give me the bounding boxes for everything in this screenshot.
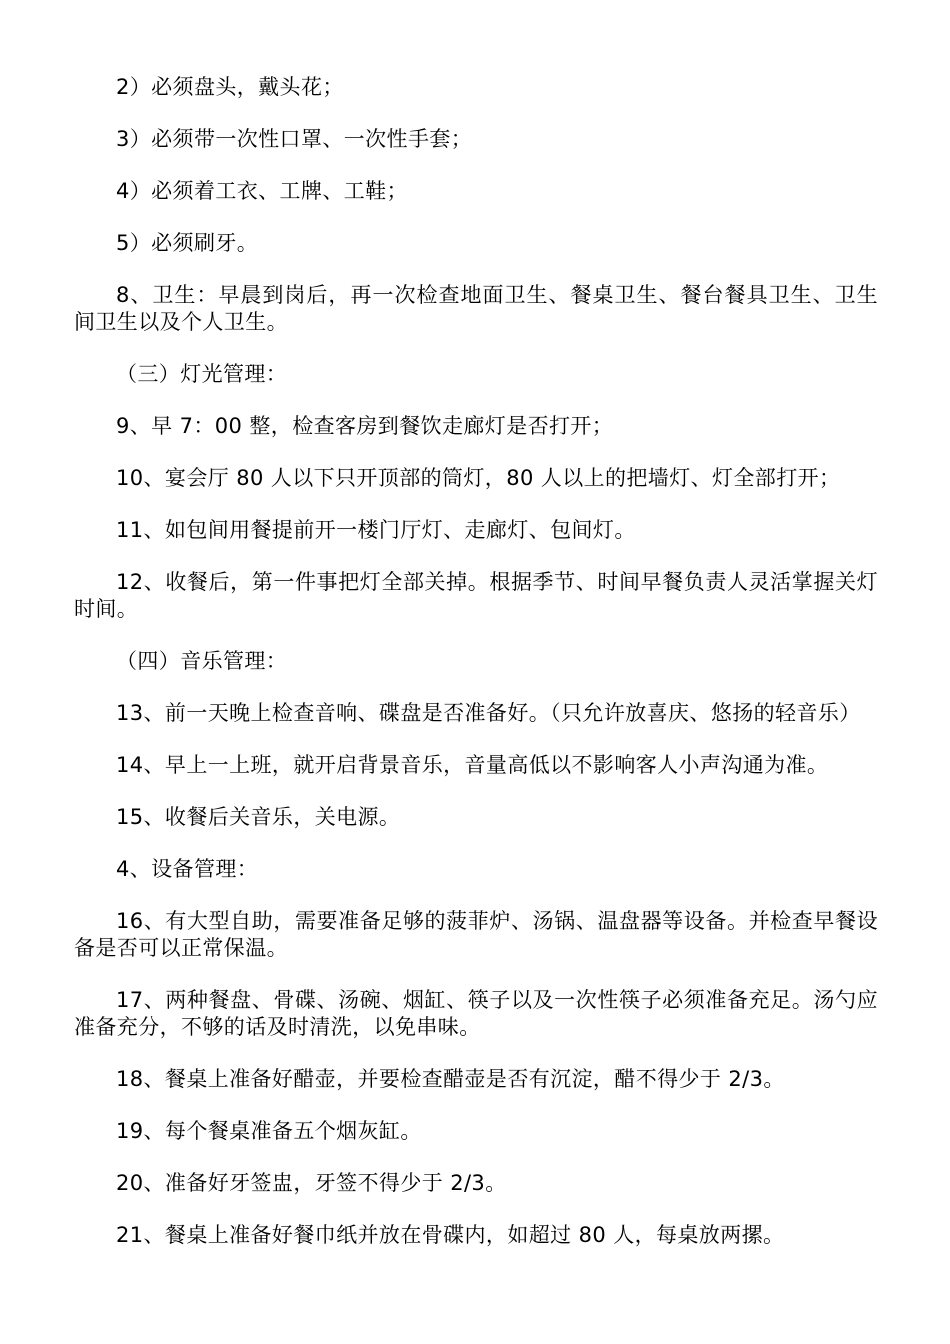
paragraph-music-15: 15、收餐后关音乐，关电源。 [116, 805, 401, 829]
section-heading-music: （四）音乐管理： [116, 649, 288, 673]
paragraph-equipment-18: 18、餐桌上准备好醋壶，并要检查醋壶是否有沉淀，醋不得少于 2/3。 [116, 1067, 785, 1091]
paragraph-equipment-16: 16、有大型自助，需要准备足够的菠菲炉、汤锅、温盘器等设备。并检查早餐设备是否可以正常保温。 [74, 909, 878, 960]
paragraph-equipment-20: 20、准备好牙签盅，牙签不得少于 2/3。 [116, 1171, 507, 1195]
section-heading-equipment: 4、设备管理： [116, 857, 259, 881]
paragraph-equipment-19: 19、每个餐桌准备五个烟灰缸。 [116, 1119, 422, 1143]
paragraph-item-2: 2）必须盘头，戴头花； [116, 75, 344, 99]
section-heading-lighting: （三）灯光管理： [116, 362, 288, 386]
paragraph-lighting-10: 10、宴会厅 80 人以下只开顶部的筒灯，80 人以上的把墙灯、灯全部打开； [116, 466, 841, 490]
paragraph-item-5: 5）必须刷牙。 [116, 231, 259, 255]
paragraph-lighting-11: 11、如包间用餐提前开一楼门厅灯、走廊灯、包间灯。 [116, 518, 636, 542]
paragraph-item-3: 3）必须带一次性口罩、一次性手套； [116, 127, 473, 151]
paragraph-hygiene: 8、卫生：早晨到岗后，再一次检查地面卫生、餐桌卫生、餐台餐具卫生、卫生间卫生以及个人卫生。 [74, 283, 878, 334]
paragraph-equipment-17: 17、两种餐盘、骨碟、汤碗、烟缸、筷子以及一次性筷子必须准备充足。汤勺应准备充分，不够的话及时清洗，以免串味。 [74, 988, 878, 1039]
paragraph-equipment-21: 21、餐桌上准备好餐巾纸并放在骨碟内，如超过 80 人，每桌放两摞。 [116, 1223, 785, 1247]
paragraph-music-14: 14、早上一上班，就开启背景音乐，音量高低以不影响客人小声沟通为准。 [116, 753, 829, 777]
paragraph-music-13: 13、前一天晚上检查音响、碟盘是否准备好。（只允许放喜庆、悠扬的轻音乐） [116, 701, 861, 725]
paragraph-lighting-9: 9、早 7：00 整，检查客房到餐饮走廊灯是否打开； [116, 414, 614, 438]
document-page [74, 74, 878, 1274]
paragraph-item-4: 4）必须着工衣、工牌、工鞋； [116, 179, 408, 203]
paragraph-lighting-12: 12、收餐后，第一件事把灯全部关掉。根据季节、时间早餐负责人灵活掌握关灯时间。 [74, 570, 878, 621]
